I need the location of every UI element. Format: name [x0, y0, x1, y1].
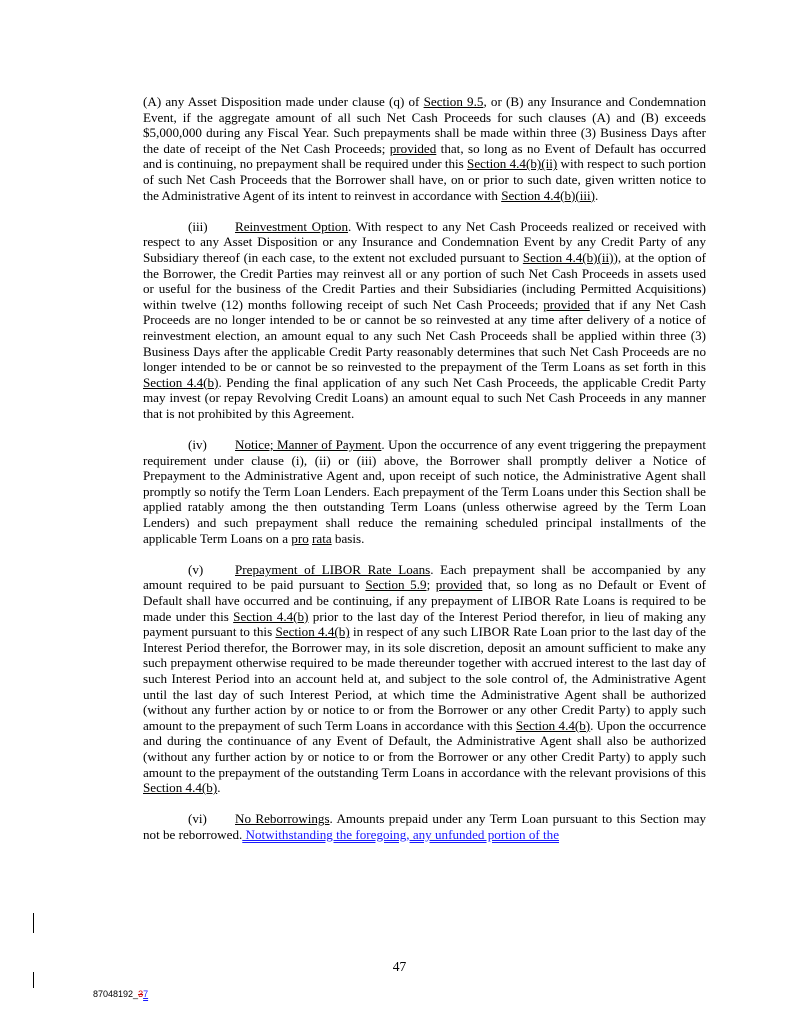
section-reference: Section 4.4(b)(iii): [501, 187, 596, 203]
document-id: [93, 989, 148, 999]
clause-number: (iii): [188, 218, 208, 234]
text: that, so long as no Event of Default has occurred and is continuing, no prepayment shall be required under this: [143, 140, 706, 172]
paragraph-prepayment-libor: [143, 562, 706, 796]
text: .: [595, 187, 599, 203]
clause-number: (iv): [188, 437, 207, 453]
section-reference: Section 4.4(b): [233, 608, 309, 624]
text: . With respect to any Net Cash Proceeds realized or received with respect to any Asset Disposition or any Insurance and Condemnation Event by any Credit Party of any Subsidiary thereof (in each case, to the extent not excluded pursuant to: [143, 218, 706, 265]
section-reference: Section 4.4(b)(ii): [522, 249, 614, 265]
text: , or (B) any Insurance and Condemnation Event, if the aggregate amount of all such Net Cash Proceeds for such clauses (A) and (B) exceeds $5,000,000 during any Fiscal Year. Such prepayments shall be made within three (3) Business Days after the date of receipt of the Net Cash Proceeds;: [143, 94, 706, 156]
document-id-text: 87048192_: [93, 989, 139, 999]
text: that, so long as no Default or Event of Default shall have occurred and be continuing, if any prepayment of LIBOR Rate Loans is required to be made under this: [143, 577, 706, 624]
paragraph-no-reborrowings: [143, 811, 706, 842]
document-body: [143, 94, 706, 858]
section-reference: Section 4.4(b): [275, 624, 350, 640]
paragraph-notice-manner-of-payment: [143, 437, 706, 546]
clause-heading: No Reborrowings: [235, 811, 330, 827]
section-reference: Section 4.4(b): [143, 780, 218, 796]
paragraph-continuation: [143, 94, 706, 203]
emphasis-provided: provided: [389, 140, 437, 156]
text: ), at the option of the Borrower, the Credit Parties may reinvest all or any portion of such Net Cash Proceeds in assets used or useful for the business of the Credit Parties and their Subsidiaries (including Permitted Acquisitions) within twelve (12) months following receipt of such Net Cash Proceeds;: [143, 249, 706, 312]
clause-heading: Notice; Manner of Payment: [235, 437, 382, 453]
text: .: [217, 780, 221, 796]
text: (A) any Asset Disposition made under clause (q) of: [143, 94, 424, 109]
text: in respect of any such LIBOR Rate Loan prior to the last day of the Interest Period therefor, the Borrower may, in its sole discretion, deposit an amount sufficient to make any such prepayment otherwise required to be made thereunder together with accrued interest to the last day of such Interest Period into an account held at, and subject to the sole control of, the Administrative Agent until the last day of such Interest Period, at which time the Administrative Agent shall be authorized (without any further action by or notice to or from the Borrower or any other Credit Party) to apply such amount to the prepayment of such Term Loans in accordance with this: [143, 624, 706, 733]
text: . Upon the occurrence of any event triggering the prepayment requirement under clause (i), (ii) or (iii) above, the Borrower shall promptly deliver a Notice of Prepayment to the Administrative Agent and, upon receipt of such notice, the Administrative Agent shall promptly so notify the Term Loan Lenders. Each prepayment of the Term Loans under this Section shall be applied ratably among the then outstanding Term Loans (unless otherwise agreed by the Term Loan Lenders) and such prepayment shall reduce the remaining scheduled principal installments of the applicable Term Loans on a: [143, 437, 706, 546]
clause-number: (v): [188, 561, 204, 577]
clause-heading: Reinvestment Option: [235, 218, 348, 234]
emphasis-provided: provided: [543, 296, 590, 312]
deleted-text: 3: [138, 989, 144, 999]
text: ;: [426, 577, 436, 593]
emphasis-rata: rata: [312, 530, 332, 546]
paragraph-reinvestment-option: [143, 219, 706, 422]
text: with respect to such portion of such Net Cash Proceeds that the Borrower shall have, on or prior to such date, given written notice to the Administrative Agent of its intent to reinvest in accordance with: [143, 156, 706, 203]
section-reference: Section 9.5: [423, 94, 484, 109]
change-bar: [33, 913, 34, 933]
section-reference: Section 4.4(b)(ii): [467, 156, 558, 172]
emphasis-provided: provided: [435, 577, 483, 593]
text: . Each prepayment shall be accompanied by any amount required to be paid pursuant to: [143, 561, 706, 593]
page-number: 47: [392, 959, 407, 974]
section-reference: Section 4.4(b): [143, 374, 219, 390]
text: . Upon the occurrence and during the continuance of any Event of Default, the Administrative Agent shall also be authorized (without any further action by or notice to or from the Borrower or any other Credit Party) to apply such amount to the prepayment of the outstanding Term Loans in accordance with the relevant provisions of this: [143, 717, 707, 780]
inserted-text: 7: [143, 989, 149, 999]
text: . Pending the final application of any such Net Cash Proceeds, the applicable Credit Party may invest (or repay Revolving Credit Loans) an amount equal to such Net Cash Proceeds in any manner that is not prohibited by this Agreement.: [143, 374, 706, 421]
clause-number: (vi): [188, 811, 207, 827]
clause-heading: Prepayment of LIBOR Rate Loans: [235, 561, 431, 577]
section-reference: Section 4.4(b): [515, 717, 591, 733]
text: prior to the last day of the Interest Period therefor, in lieu of making any payment pursuant to this: [143, 608, 707, 640]
text: basis.: [331, 530, 365, 546]
section-reference: Section 5.9: [365, 577, 427, 593]
text: . Amounts prepaid under any Term Loan pursuant to this Section may not be reborrowed.: [143, 811, 706, 842]
text: that if any Net Cash Proceeds are no longer intended to be or cannot be so reinvested at any time after delivery of a notice of reinvestment election, an amount equal to any such Net Cash Proceeds shall be applied within three (3) Business Days after the applicable Credit Party reasonably determines that such Net Cash Proceeds are no longer intended to be or cannot be so reinvested to the prepayment of the Term Loans as set forth in this: [143, 296, 707, 375]
emphasis-pro: pro: [291, 530, 309, 546]
inserted-text: Notwithstanding the foregoing, any unfunded portion of the: [242, 826, 560, 842]
